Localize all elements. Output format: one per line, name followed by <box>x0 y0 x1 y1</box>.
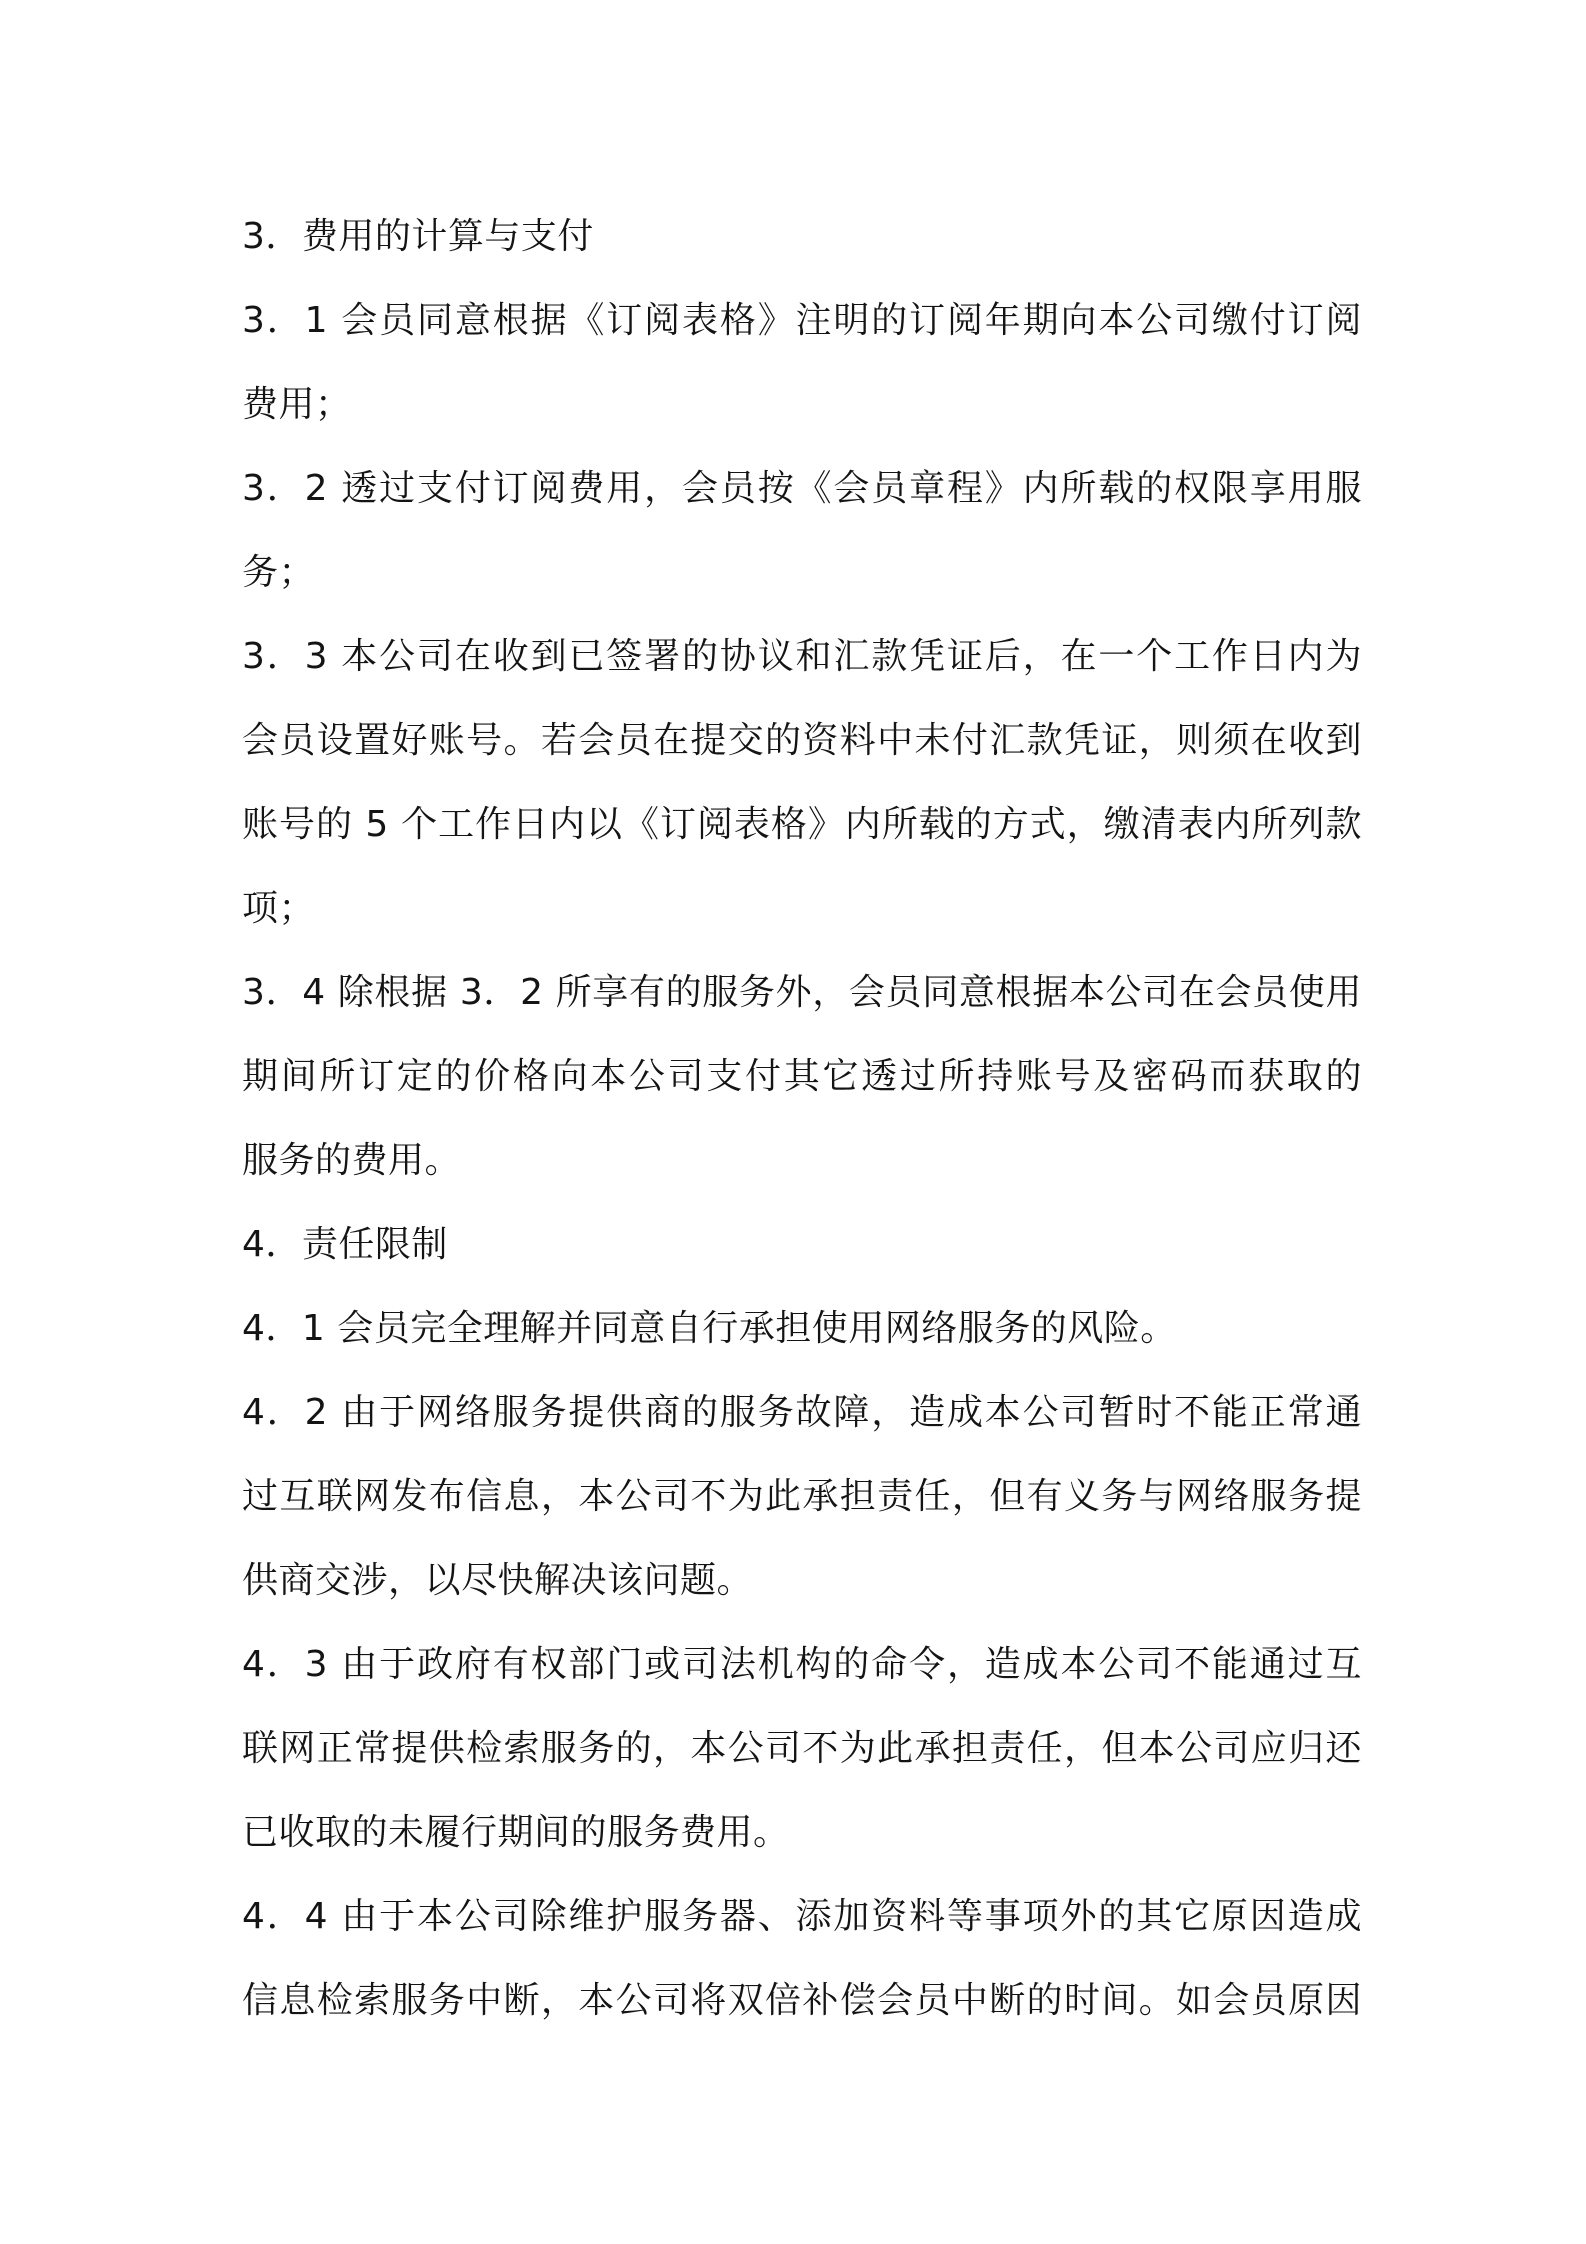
section-heading-fees: 3．费用的计算与支付 <box>242 216 594 257</box>
paragraph-line: 服务的费用。 <box>242 1140 462 1181</box>
paragraph-line: 3．3 本公司在收到已签署的协议和汇款凭证后，在一个工作日内为 <box>242 636 1362 677</box>
paragraph-line: 3．2 透过支付订阅费用，会员按《会员章程》内所载的权限享用服 <box>242 468 1362 509</box>
document-body <box>242 195 1362 2043</box>
paragraph-line: 3．1 会员同意根据《订阅表格》注明的订阅年期向本公司缴付订阅 <box>242 300 1362 341</box>
paragraph-line: 信息检索服务中断，本公司将双倍补偿会员中断的时间。如会员原因 <box>242 1980 1362 2021</box>
paragraph-line: 项； <box>242 888 316 929</box>
paragraph-line: 期间所订定的价格向本公司支付其它透过所持账号及密码而获取的 <box>242 1056 1362 1097</box>
paragraph-line: 费用； <box>242 384 352 425</box>
paragraph-line: 供商交涉，以尽快解决该问题。 <box>242 1560 754 1601</box>
paragraph-line: 3．4 除根据 3．2 所享有的服务外，会员同意根据本公司在会员使用 <box>242 972 1362 1013</box>
paragraph-line: 已收取的未履行期间的服务费用。 <box>242 1812 790 1853</box>
paragraph-line: 会员设置好账号。若会员在提交的资料中未付汇款凭证，则须在收到 <box>242 720 1362 761</box>
paragraph-line: 4．4 由于本公司除维护服务器、添加资料等事项外的其它原因造成 <box>242 1896 1362 1937</box>
paragraph-line: 4．3 由于政府有权部门或司法机构的命令，造成本公司不能通过互 <box>242 1644 1362 1685</box>
section-heading-liability: 4．责任限制 <box>242 1224 448 1265</box>
paragraph-line: 联网正常提供检索服务的，本公司不为此承担责任，但本公司应归还 <box>242 1728 1362 1769</box>
paragraph-line: 4．1 会员完全理解并同意自行承担使用网络服务的风险。 <box>242 1308 1177 1349</box>
paragraph-line: 务； <box>242 552 316 593</box>
paragraph-line: 4．2 由于网络服务提供商的服务故障，造成本公司暂时不能正常通 <box>242 1392 1362 1433</box>
paragraph-line: 过互联网发布信息，本公司不为此承担责任，但有义务与网络服务提 <box>242 1476 1362 1517</box>
paragraph-line: 账号的 5 个工作日内以《订阅表格》内所载的方式，缴清表内所列款 <box>242 804 1362 845</box>
